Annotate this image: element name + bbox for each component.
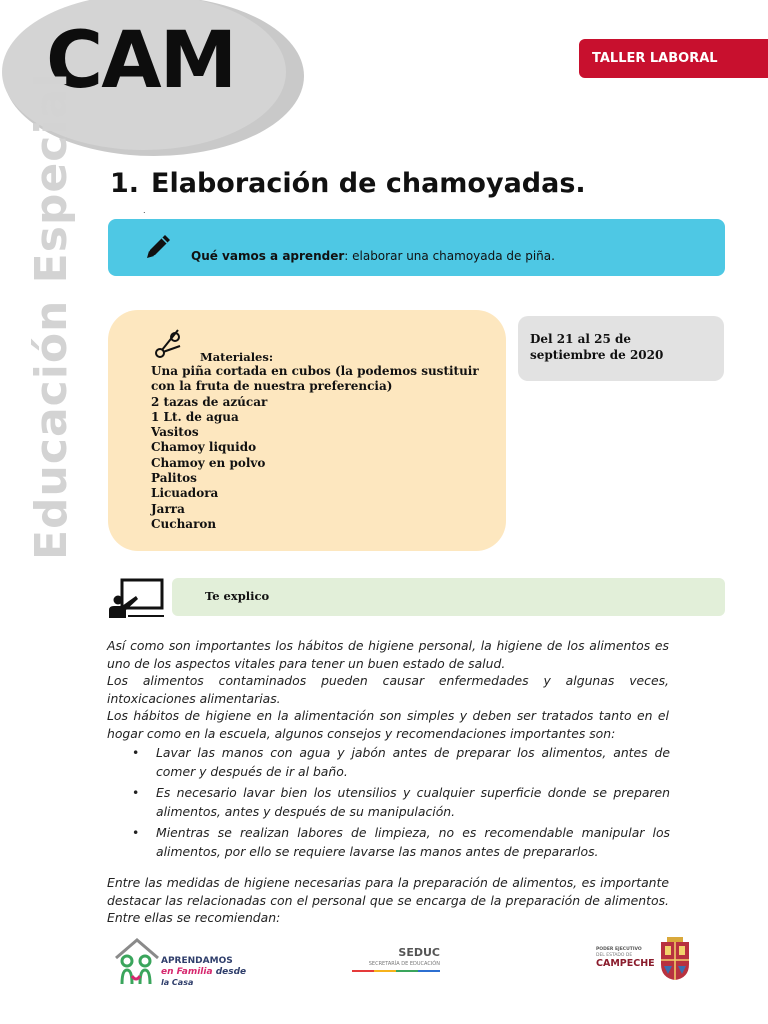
materials-item: 1 Lt. de agua: [151, 409, 239, 424]
title-text: Elaboración de chamoyadas.: [151, 168, 586, 199]
bullet-item: [130, 743, 670, 781]
seduc-subtitle: SECRETARÍA DE EDUCACIÓN: [368, 961, 440, 967]
materials-label: Materiales:: [200, 350, 274, 364]
te-explico-label: Te explico: [205, 589, 270, 603]
hygiene-bullet-list: [130, 743, 670, 863]
materials-item: Una piña cortada en cubos (la podemos sustituir con la fruta de nuestra preferencia): [151, 364, 479, 394]
taller-laboral-badge: [579, 39, 768, 78]
bullet-text: Es necesario lavar bien los utensilios y cualquier superficie donde se preparen alimentos, antes y después de su manipulación.: [156, 785, 670, 819]
seduc-name: SEDUC: [398, 946, 440, 959]
materials-item: Licuadora: [151, 486, 219, 501]
campeche-line-3: CAMPECHE: [596, 958, 655, 969]
bullet-item: [130, 783, 670, 821]
bullet-text: Mientras se realizan labores de limpieza, no es recomendable manipular los alimentos, por ello se requiere lavarse las manos antes de prepararlos.: [156, 825, 670, 859]
family-house-icon: [112, 934, 162, 988]
materials-box: [108, 310, 506, 551]
badge-label: TALLER LABORAL: [592, 51, 718, 66]
stray-mark: .: [143, 206, 146, 215]
scissors-icon: [152, 328, 184, 360]
side-title-vertical: Educación Especial: [26, 71, 77, 560]
body-paragraph: Los alimentos contaminados pueden causar enfermedades y algunas veces, intoxicaciones alimentarias.: [107, 673, 669, 706]
body-closing-paragraph: Entre las medidas de higiene necesarias para la preparación de alimentos, es importante destacar las relacionadas con el personal que se encarga de la preparación de alimentos. Entre ellas se recomiendan:: [107, 875, 669, 925]
bullet-text: Lavar las manos con agua y jabón antes de preparar los alimentos, antes de comer y después de ir al baño.: [156, 745, 670, 779]
aprendamos-desde: desde: [215, 967, 247, 977]
title-number: 1.: [110, 168, 140, 199]
page-title: [110, 168, 586, 199]
date-line-2: septiembre de 2020: [530, 348, 664, 362]
cam-logo-text: CAM: [46, 16, 236, 106]
body-closing: [107, 874, 669, 927]
materials-item: Chamoy en polvo: [151, 455, 266, 470]
campeche-coat-of-arms-icon: [658, 936, 692, 982]
bullet-dot-icon: •: [132, 785, 140, 800]
materials-list: [151, 364, 496, 532]
aprendamos-line-1: APRENDAMOS: [161, 956, 233, 966]
learn-box: [108, 219, 725, 276]
aprendamos-line-3: la Casa: [161, 978, 194, 987]
blackboard-teacher-icon: [108, 578, 166, 618]
aprendamos-line-2: [161, 967, 246, 977]
body-intro: [107, 637, 669, 742]
date-line-1: Del 21 al 25 de: [530, 332, 632, 346]
date-box: [518, 316, 724, 381]
body-paragraph: Así como son importantes los hábitos de higiene personal, la higiene de los alimentos es uno de los aspectos vitales para tener un buen estado de salud.: [107, 638, 669, 671]
materials-item: 2 tazas de azúcar: [151, 394, 268, 409]
campeche-line-2: DEL ESTADO DE: [596, 953, 633, 958]
seduc-color-stripe: [352, 970, 440, 972]
learn-goal: : elaborar una chamoyada de piña.: [344, 249, 555, 263]
learn-text: [191, 249, 555, 263]
footer: [0, 930, 768, 990]
seduc-logo: [350, 944, 440, 974]
campeche-logo: [596, 934, 696, 986]
learn-label: Qué vamos a aprender: [191, 249, 345, 263]
materials-item: Palitos: [151, 471, 197, 486]
materials-item: Cucharon: [151, 516, 217, 531]
te-explico-box: [172, 578, 725, 616]
aprendamos-logo: [112, 934, 247, 988]
materials-item: Jarra: [151, 501, 185, 516]
pencil-icon: [142, 229, 174, 261]
materials-item: Chamoy liquido: [151, 440, 257, 455]
materials-item: Vasitos: [151, 425, 199, 440]
bullet-item: [130, 823, 670, 861]
bullet-dot-icon: •: [132, 825, 140, 840]
campeche-line-1: PODER EJECUTIVO: [596, 947, 642, 952]
body-paragraph: Los hábitos de higiene en la alimentación son simples y deben ser tratados tanto en el hogar como en la escuela, algunos consejos y recomendaciones importantes son:: [107, 708, 669, 741]
bullet-dot-icon: •: [132, 745, 140, 760]
aprendamos-highlight: en Familia: [161, 967, 213, 977]
